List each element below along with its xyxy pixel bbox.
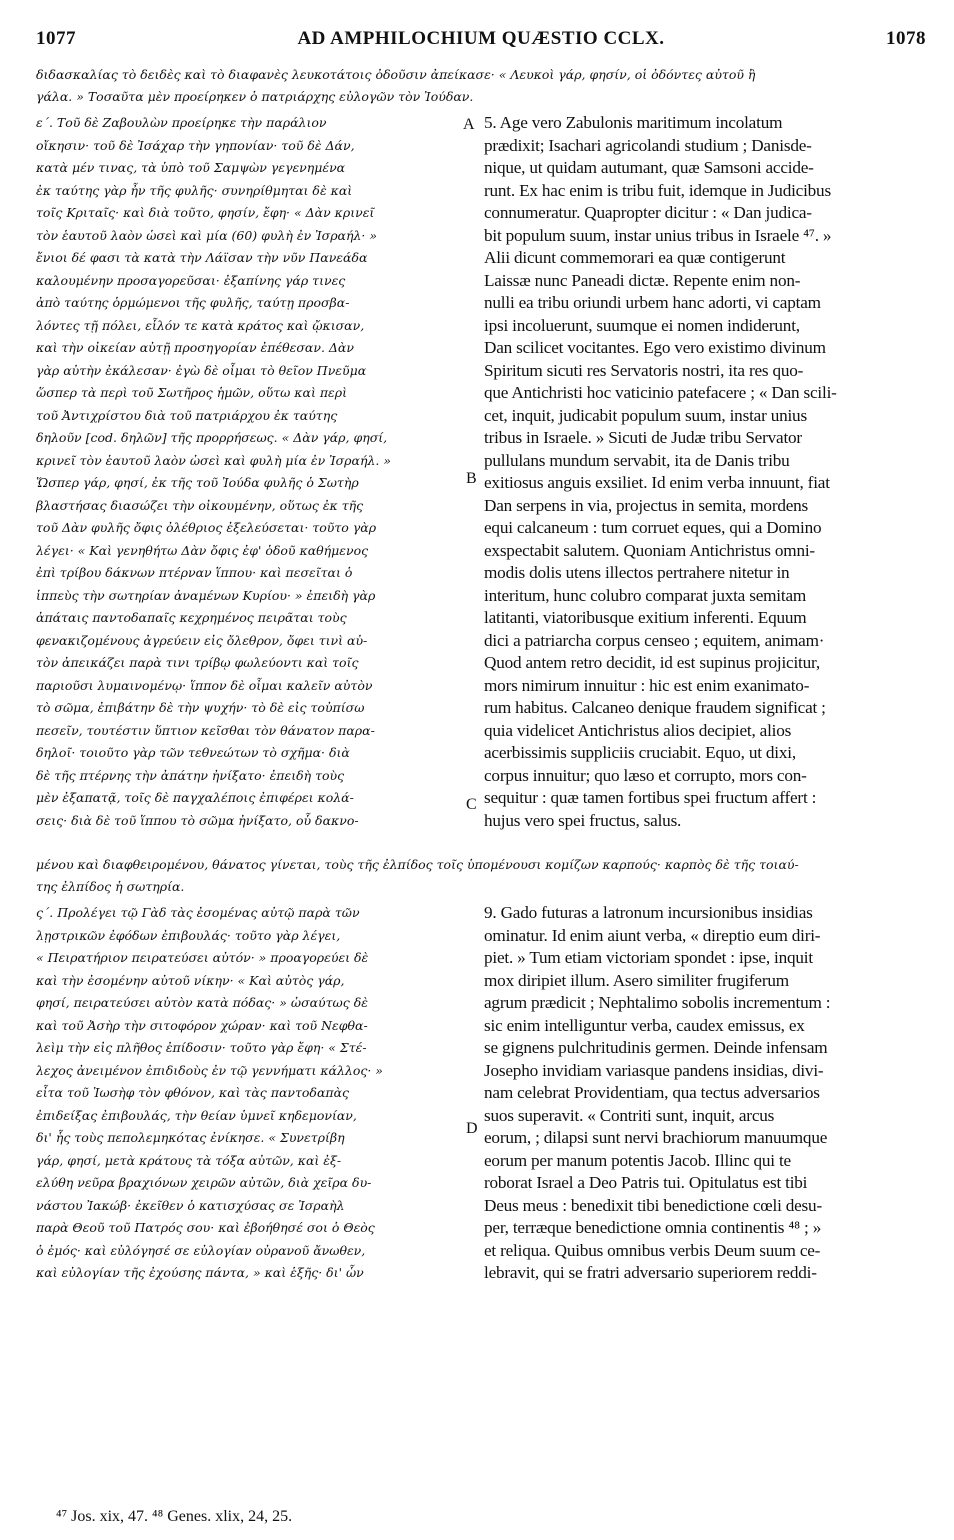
running-header xyxy=(36,28,926,54)
margin-letter-b: B xyxy=(466,470,477,487)
page-number-left: 1077 xyxy=(36,28,76,49)
page-number-right: 1078 xyxy=(886,28,926,49)
latin-column-section-5: 5. Age vero Zabulonis maritimum incolatum prædixit; Isachari agricolandi studium ; Danisde- nique, ut quidam autumant, quæ Samsoni accide- runt. Ex hac enim is tribu fuit, idemque in Judicibus connumeratur. Quapropter dicitur : « Dan judica- bit populum suum, instar unius tribus in Israele ⁴⁷. » Alii dicunt commemorari ea quæ contigerunt Laissæ nunc Paneadi dictæ. Repente enim non- nulli ea tribu oriundi urbem hanc adorti, vi captam ipsi incoluerunt, suumque ei nomen indiderunt, Dan scilicet vocitantes. Ego vero existimo divinum Spiritum sicuti res Servatoris nostri, ita res quo- que Antichristi hoc vaticinio patefacere ; « Dan scili- cet, inquit, judicabit populum suum, instar unius tribus in Israele. » Sicuti de Judæ tribu Servator pullulans mundum servabit, ita de Danis tribu exitiosus anguis exsiliet. Id enim verba innuunt, fiat Dan serpens in via, projectus in semita, mordens equi calcaneum : tum corruet eques, qui a Domino exspectabit salutem. Quoniam Antichristus omni- modis dolis utens illectos pertrahere nitetur in interitum, hunc colubro comparat juxta semitam latitanti, viatoribusque exitium inferenti. Equum dici a patriarcha corpus censeo ; equitem, animam· Quod antem retro decidit, id est supinus projicitur, mors nimirum innuitur : hic est enim exanimato- rum habitus. Calcaneo denique fraudem significat ; quia videlicet Antichristus alios decipiet, alios acerbissimis suppliciis cruciabit. Equo, ut dixi, corpus innuitur; quo læso et corrupto, mors con- sequitur : quæ tamen fortibus spei fructum affert : hujus vero spei fructus, salus. xyxy=(484,113,837,830)
greek-column-section-6: ς΄. Προλέγει τῷ Γὰδ τὰς ἐσομένας αὐτῷ παρὰ τῶν λῃστρικῶν ἐφόδων ἐπιβουλάς· τοῦτο γὰρ λέγει, « Πειρατήριον πειρατεύσει αὐτόν· » προαγορεύει δὲ καὶ τὴν ἐσομένην αὐτοῦ νίκην· « Καὶ αὐτὸς γάρ, φησί, πειρατεύσει αὐτὸν κατὰ πόδας· » ὡσαύτως δὲ καὶ τοῦ Ἀσὴρ τὴν σιτοφόρον χώραν· καὶ τοῦ Νεφθα- λεὶμ τὴν εἰς πλῆθος ἐπίδοσιν· τοῦτο γὰρ ἔφη· « Στέ- λεχος ἀνειμένον ἐπιδιδοὺς ἐν τῷ γεννήματι κάλλος· » εἶτα τοῦ Ἰωσὴφ τὸν φθόνον, καὶ τὰς παντοδαπὰς ἐπιδείξας ἐπιβουλάς, τὴν θείαν ὑμνεῖ κηδεμονίαν, δι' ἧς τοὺς πεπολεμηκότας ἐνίκησε. « Συνετρίβη γάρ, φησί, μετὰ κράτους τὰ τόξα αὐτῶν, καὶ ἐξ- ελύθη νεῦρα βραχιόνων χειρῶν αὐτῶν, διὰ χεῖρα δυ- νάστου Ἰακώβ· ἐκεῖθεν ὁ κατισχύσας σε Ἰσραὴλ παρὰ Θεοῦ τοῦ Πατρός σου· καὶ ἐβοήθησέ σοι ὁ Θεὸς ὁ ἐμός· καὶ εὐλόγησέ σε εὐλογίαν οὐρανοῦ ἄνωθεν, καὶ εὐλογίαν τῆς ἐχούσης πάντα, » καὶ ἑξῆς· δι' ὧν xyxy=(36,905,383,1280)
margin-letter-d: D xyxy=(466,1120,478,1137)
greek-bottom-lines: μένου καὶ διαφθειρομένου, θάνατος γίνεται, τοὺς τῆς ἐλπίδος τοῖς ὑπομένουσι κομίζων καρπούς· καρπὸς δὲ τῆς τοιαύ- της ἐλπίδος ἡ σωτηρία. xyxy=(36,857,799,894)
margin-letter-a: A xyxy=(463,116,475,133)
greek-top-lines: διδασκαλίας τὸ δειδὲς καὶ τὸ διαφανὲς λευκοτάτοις ὀδοῦσιν ἀπείκασε· « Λευκοὶ γάρ, φησίν, οἱ ὀδόντες αὐτοῦ ἢ γάλα. » Τοσαῦτα μὲν προείρηκεν ὁ πατριάρχης εὐλογῶν τὸν Ἰούδαν. xyxy=(36,67,756,104)
greek-column-section-5: ε΄. Τοῦ δὲ Ζαβουλὼν προείρηκε τὴν παράλιον οἴκησιν· τοῦ δὲ Ἰσάχαρ τὴν γηπονίαν· τοῦ δὲ Δάν, κατὰ μέν τινας, τὰ ὑπὸ τοῦ Σαμψὼν γεγενημένα ἐκ ταύτης γὰρ ἦν τῆς φυλῆς· συνηρίθμηται δὲ καὶ τοῖς Κριταῖς· καὶ διὰ τοῦτο, φησίν, ἔφη· « Δὰν κρινεῖ τὸν ἑαυτοῦ λαὸν ὡσεὶ καὶ μία (60) φυλὴ ἐν Ἰσραήλ· » ἔνιοι δέ φασι τὰ κατὰ τὴν Λάϊσαν τὴν νῦν Πανεάδα καλουμένην προσαγορεῦσαι· ἐξαπίνης γάρ τινες ἀπὸ ταύτης ὁρμώμενοι τῆς φυλῆς, ταύτῃ προσβα- λόντες τῇ πόλει, εἷλόν τε κατὰ κράτος καὶ ᾤκισαν, καὶ τὴν οἰκείαν αὐτῇ προσηγορίαν ἐπέθεσαν. Δὰν γὰρ αὐτὴν ἐκάλεσαν· ἐγὼ δὲ οἶμαι τὸ θεῖον Πνεῦμα ὥσπερ τὰ περὶ τοῦ Σωτῆρος ἡμῶν, οὕτω καὶ περὶ τοῦ Ἀντιχρίστου διὰ τοῦ πατριάρχου ἐκ ταύτης δηλοῦν [cod. δηλῶν] τῆς προρρήσεως. « Δὰν γάρ, φησί, κρινεῖ τὸν ἑαυτοῦ λαὸν ὡσεὶ καὶ φυλὴ μία ἐν Ἰσραήλ. » Ὥσπερ γάρ, φησί, ἐκ τῆς τοῦ Ἰούδα φυλῆς ὁ Σωτὴρ βλαστήσας διασώζει τὴν οἰκουμένην, οὕτως ἐκ τῆς τοῦ Δὰν φυλῆς ὄφις ὀλέθριος ἐξελεύσεται· τοῦτο γὰρ λέγει· « Καὶ γενηθήτω Δὰν ὄφις ἐφ' ὁδοῦ καθήμενος ἐπὶ τρίβου δάκνων πτέρναν ἵππου· καὶ πεσεῖται ὁ ἱππεὺς τὴν σωτηρίαν ἀναμένων Κυρίου· » ἐπειδὴ γὰρ ἀπάταις παντοδαπαῖς κεχρημένος πειρᾶται τοὺς φενακιζομένους ἀγρεύειν εἰς ὄλεθρον, ὄφει τινὶ αὐ- τὸν ἀπεικάζει παρὰ τινι τρίβῳ φωλεύοντι καὶ τοῖς παριοῦσι λυμαινομένῳ· ἵππον δὲ οἶμαι καλεῖν αὐτὸν τὸ σῶμα, ἐπιβάτην δὲ τὴν ψυχήν· τὸ δὲ εἰς τοὐπίσω πεσεῖν, τουτέστιν ὕπτιον κεῖσθαι τὸν θάνατον παρα- δηλοῖ· τοιοῦτο γὰρ τῶν τεθνεώτων τὸ σχῆμα· διὰ δὲ τῆς πτέρνης τὴν ἀπάτην ἠνίξατο· ἐπειδὴ τοὺς μὲν ἐξαπατᾷ, τοῖς δὲ παγχαλέποις ἐπιφέρει κολά- σεις· διὰ δὲ τοῦ ἵππου τὸ σῶμα ἠνίξατο, οὗ δακνο- xyxy=(36,115,391,828)
latin-column-section-9: 9. Gado futuras a latronum incursionibus insidias ominatur. Id enim aiunt verba, « direptio eum diri- piet. » Tum etiam victoriam spondet : ipse, inquit mox diripiet illum. Asero similiter frugiferum agrum prædicit ; Nephtalimo sobolis incrementum : sic enim intelliguntur verba, caudex emissus, ex se gignens pulchritudinis germen. Deinde infensam Josepho invidiam variasque pandens insidias, divi- nam celebrat Providentiam, qua tectus adversarios suos superavit. « Contriti sunt, inquit, arcus eorum, ; dilapsi sunt nervi brachiorum manuumque eorum per manum potentis Jacob. Illinc qui te roborat Israel a Deo Patris tui. Opitulatus est tibi Deus meus : benedixit tibi benedictione cœli desu- per, terræque benedictione omnia continentis ⁴⁸ ; » et reliqua. Quibus omnibus verbis Deum suum ce- lebravit, qui se fratri adversario superiorem reddi- xyxy=(484,903,831,1282)
margin-letter-c: C xyxy=(466,796,477,813)
footnotes: ⁴⁷ Jos. xix, 47. ⁴⁸ Genes. xlix, 24, 25. xyxy=(56,1508,293,1525)
running-title: AD AMPHILOCHIUM QUÆSTIO CCLX. xyxy=(297,28,665,49)
